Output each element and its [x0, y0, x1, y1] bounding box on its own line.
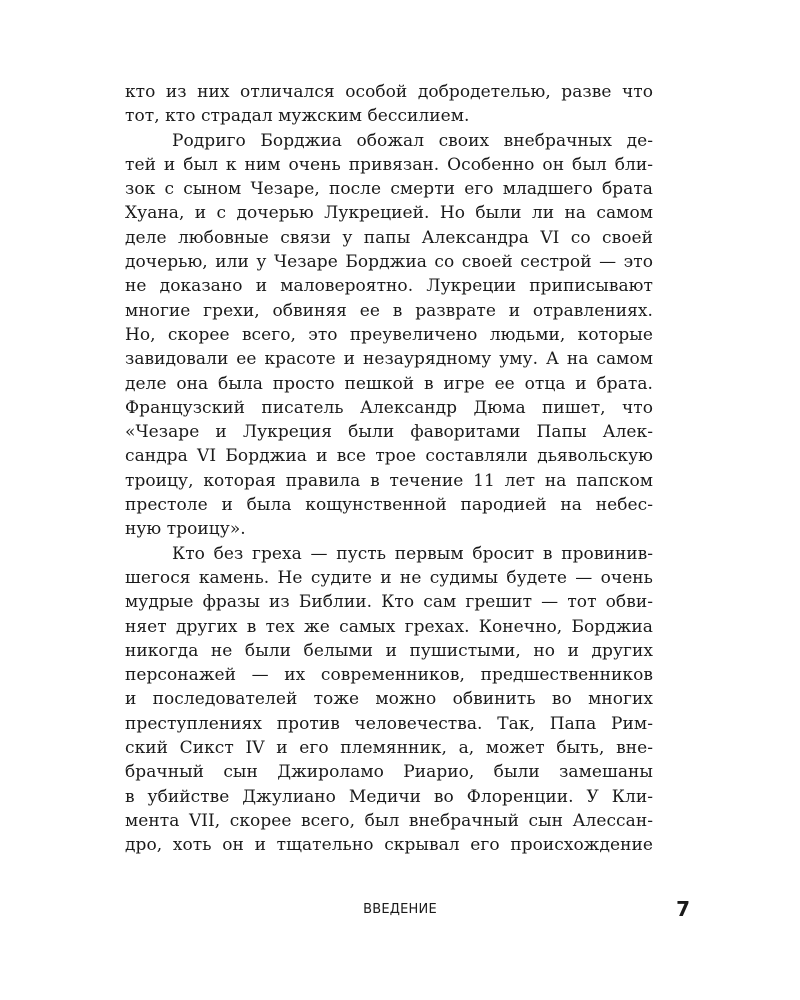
- text-line: персонажей — их современников, предшественников: [125, 665, 653, 686]
- body-text: [125, 80, 653, 858]
- text-line: Кто без греха — пусть первым бросит в провинив-: [172, 543, 653, 564]
- text-line: деле любовные связи у папы Александра VI со своей: [125, 227, 653, 248]
- text-line: троицу, которая правила в течение 11 лет на папском: [125, 470, 653, 491]
- page-number: 7: [676, 897, 690, 921]
- text-line: и последователей тоже можно обвинить во многих: [125, 689, 653, 710]
- text-line: дро, хоть он и тщательно скрывал его происхождение: [125, 835, 653, 856]
- text-line: мента VII, скорее всего, был внебрачный сын Алессан-: [125, 810, 653, 831]
- text-line: сандра VI Борджиа и все трое составляли дьявольскую: [125, 446, 653, 467]
- running-title: ВВЕДЕНИЕ: [363, 902, 437, 917]
- text-line: тот, кто страдал мужским бессилием.: [125, 106, 470, 127]
- text-line: мудрые фразы из Библии. Кто сам грешит — тот обви-: [125, 592, 653, 613]
- text-line: Хуана, и с дочерью Лукрецией. Но были ли на самом: [125, 203, 653, 224]
- text-line: никогда не были белыми и пушистыми, но и других: [125, 640, 653, 661]
- text-line: престоле и была кощунственной пародией на небес-: [125, 495, 653, 516]
- text-line: преступлениях против человечества. Так, Папа Рим-: [125, 713, 653, 734]
- text-line: завидовали ее красоте и незаурядному уму. А на самом: [125, 349, 653, 370]
- text-line: зок с сыном Чезаре, после смерти его младшего брата: [125, 179, 653, 200]
- text-line: тей и был к ним очень привязан. Особенно он был бли-: [125, 154, 653, 175]
- text-line: «Чезаре и Лукреция были фаворитами Папы Алек-: [125, 422, 653, 443]
- text-line: в убийстве Джулиано Медичи во Флоренции. У Кли-: [125, 786, 653, 807]
- text-line: Французский писатель Александр Дюма пишет, что: [125, 397, 653, 418]
- text-line: Но, скорее всего, это преувеличено людьми, которые: [125, 324, 653, 345]
- text-line: деле она была просто пешкой в игре ее отца и брата.: [125, 373, 653, 394]
- text-line: дочерью, или у Чезаре Борджиа со своей сестрой — это: [125, 252, 653, 273]
- text-line: ную троицу».: [125, 519, 246, 540]
- text-line: няет других в тех же самых грехах. Конечно, Борджиа: [125, 616, 653, 637]
- text-line: Родриго Борджиа обожал своих внебрачных де-: [172, 130, 653, 151]
- text-line: кто из них отличался особой добродетелью, разве что: [125, 82, 653, 102]
- text-line: брачный сын Джироламо Риарио, были замешаны: [125, 762, 653, 783]
- text-line: не доказано и маловероятно. Лукреции приписывают: [125, 276, 653, 297]
- text-line: шегося камень. Не судите и не судимы будете — очень: [125, 567, 653, 588]
- text-line: ский Сикст IV и его племянник, а, может быть, вне-: [125, 738, 653, 759]
- text-line: многие грехи, обвиняя ее в разврате и отравлениях.: [125, 300, 653, 321]
